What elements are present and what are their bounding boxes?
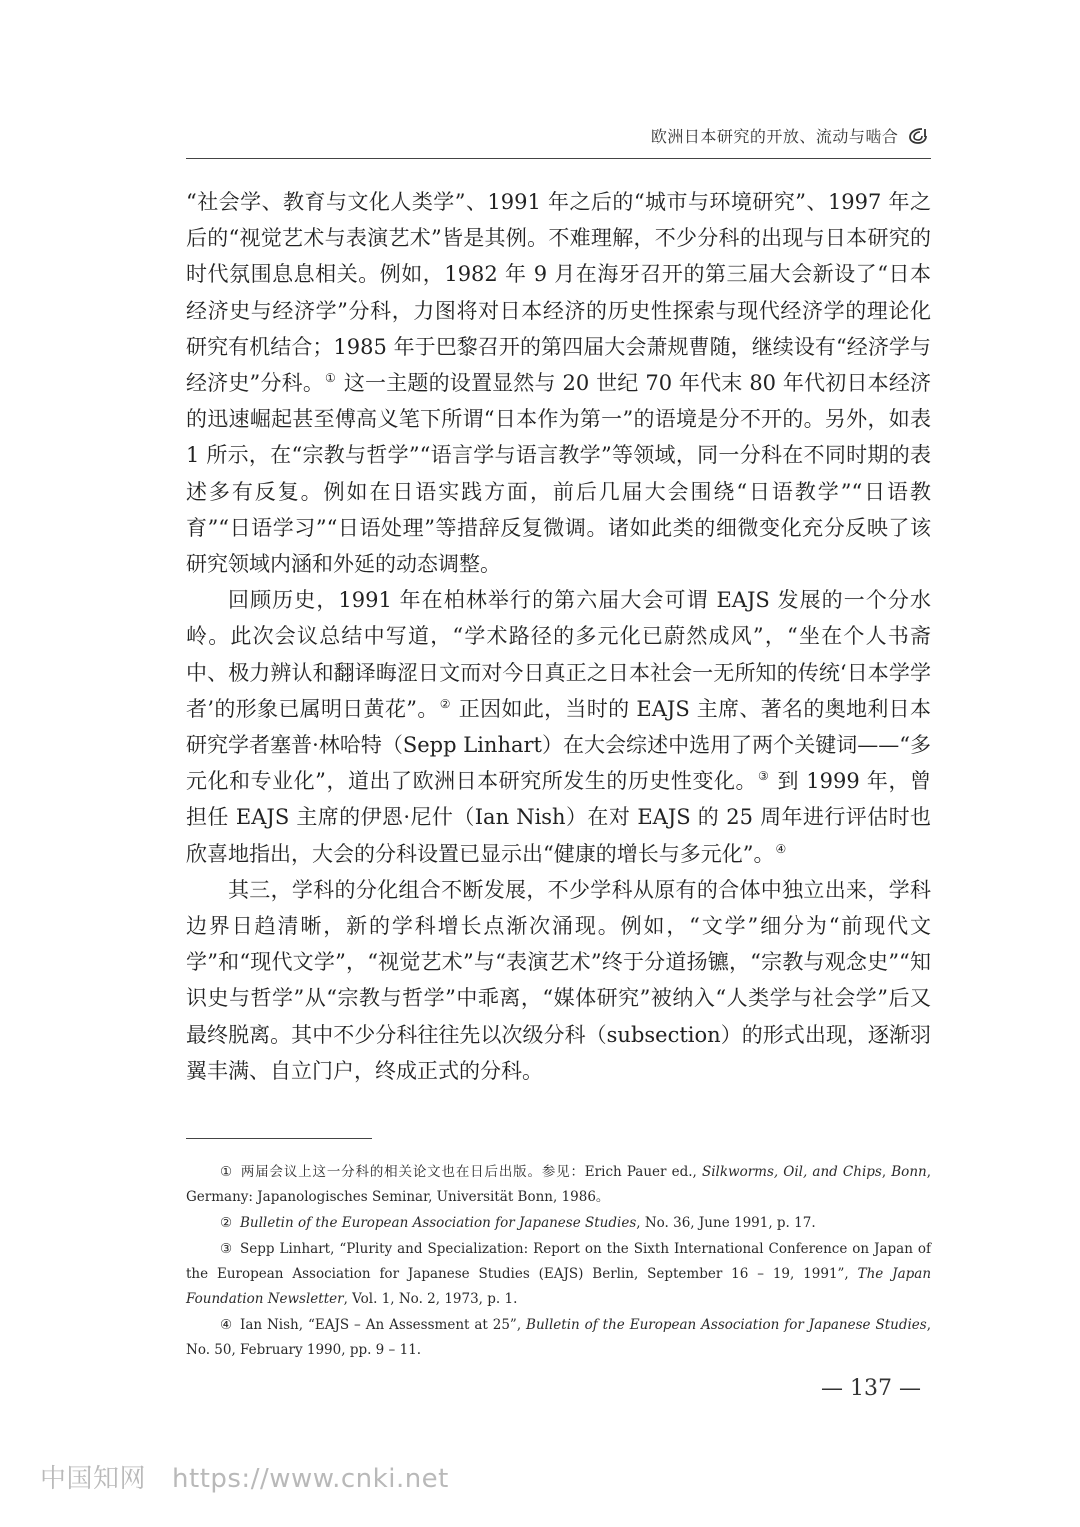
text-run: “社会学、教育与文化人类学”、1991 年之后的“城市与环境研究”、1997 年之后的“视觉艺术与表演艺术”皆是其例。不难理解，不少分科的出现与日本研究的时代氛围息息相关。例如，1982 年 9 月在海牙召开的第三届大会新设了“日本经济史与经济学”分科，力图将对日本经济的历史性探索与现代经济学的理论化研究有机结合；1985 年于巴黎召开的第四届大会萧规曹随，继续设有“经济学与经济史”分科。	[186, 190, 931, 396]
footnote-text: Sepp Linhart, “Plurity and Specialization: Report on the Sixth International Conference on Japan of the European Association for Japanese Studies (EAJS) Berlin, September 16 – 19, 1991”,	[186, 1241, 931, 1282]
paragraph	[186, 872, 931, 1089]
footnote-italic: Bulletin of the European Association for Japanese Studies	[240, 1215, 637, 1231]
paragraph	[186, 582, 931, 872]
text-run: 回顾历史，1991 年在柏林举行的第六届大会可谓 EAJS 发展的一个分水岭。此次会议总结中写道，“学术路径的多元化已蔚然成风”，“坐在个人书斋中、极力辨认和翻译晦涩日文而对今日真正之日本社会一无所知的传统‘日本学学者’的形象已属明日黄花”。	[186, 588, 931, 721]
footnote-text: Ian Nish, “EAJS – An Assessment at 25”,	[240, 1317, 527, 1333]
watermark-brand: 中国知网	[40, 1464, 147, 1494]
footnote-number: ①	[219, 1164, 233, 1180]
footnote-rule	[186, 1138, 372, 1139]
watermark-site: https://www.cnki.net	[172, 1464, 449, 1494]
running-title: 欧洲日本研究的开放、流动与啮合	[650, 127, 899, 146]
footnote	[186, 1237, 931, 1312]
footnote-italic: Silkworms, Oil, and Chips	[701, 1164, 882, 1180]
footnote-ref[interactable]: ④	[775, 841, 787, 856]
paragraph	[186, 184, 931, 582]
footnote-number: ④	[219, 1317, 233, 1333]
journal-logo-icon	[908, 127, 930, 145]
footnote-text: , No. 36, June 1991, p. 17.	[636, 1215, 816, 1231]
text-run: 正因如此，当时的 EAJS 主席、著名的奥地利日本研究学者塞普·林哈特（Sepp Linhart）在大会综述中选用了两个关键词——“多元化和专业化”，道出了欧洲日本研究所发生的历史性变化。	[186, 696, 931, 794]
running-header	[186, 124, 930, 147]
body-text	[186, 184, 931, 1089]
footnote-ref[interactable]: ③	[758, 769, 770, 784]
footnote-text: , No. 50, February 1990, pp. 9 – 11.	[186, 1317, 931, 1358]
footnote	[186, 1313, 931, 1363]
footnotes	[186, 1160, 931, 1364]
footnote-text: , Germany: Japanologisches Seminar, Universität Bonn, 1986。	[186, 1164, 931, 1205]
footnote-text: 两届会议上这一分科的相关论文也在日后出版。参见：Erich Pauer ed.,	[240, 1164, 702, 1180]
text-run: 其三，学科的分化组合不断发展，不少学科从原有的合体中独立出来，学科边界日趋清晰，新的学科增长点渐次涌现。例如，“文学”细分为“前现代文学”和“现代文学”，“视觉艺术”与“表演艺术”终于分道扬镳，“宗教与观念史”“知识史与哲学”从“宗教与哲学”中乖离，“媒体研究”被纳入“人类学与社会学”后又最终脱离。其中不少分科往往先以次级分科（subsection）的形式出现，逐渐羽翼丰满、自立门户，终成正式的分科。	[186, 877, 931, 1083]
footnote-italic: Bonn	[891, 1164, 927, 1180]
text-run: 这一主题的设置显然与 20 世纪 70 年代末 80 年代初日本经济的迅速崛起甚至傅高义笔下所谓“日本作为第一”的语境是分不开的。另外，如表 1 所示，在“宗教与哲学”“语言学与语言教学”等领域，同一分科在不同时期的表述多有反复。例如在日语实践方面，前后几届大会围绕“日语教学”“日语教育”“日语学习”“日语处理”等措辞反复微调。诸如此类的细微变化充分反映了该研究领域内涵和外延的动态调整。	[186, 371, 932, 577]
footnote-text: , Vol. 1, No. 2, 1973, p. 1.	[343, 1291, 518, 1307]
footnote-italic: The Japan Foundation Newsletter	[186, 1266, 932, 1307]
watermark	[40, 1458, 449, 1495]
header-rule	[186, 158, 931, 159]
footnote-number: ③	[219, 1241, 233, 1257]
footnote	[186, 1211, 931, 1236]
footnote-ref[interactable]: ②	[439, 696, 451, 711]
footnote-ref[interactable]: ①	[325, 371, 336, 386]
page-number: — 137 —	[821, 1376, 921, 1401]
footnote	[186, 1160, 931, 1210]
footnote-text: ,	[881, 1164, 892, 1180]
text-run: 到 1999 年，曾担任 EAJS 主席的伊恩·尼什（Ian Nish）在对 EAJS 的 25 周年进行评估时也欣喜地指出，大会的分科设置已显示出“健康的增长与多元化”。	[186, 769, 931, 866]
footnote-italic: Bulletin of the European Association for Japanese Studies	[526, 1317, 927, 1333]
footnote-number: ②	[219, 1215, 233, 1231]
